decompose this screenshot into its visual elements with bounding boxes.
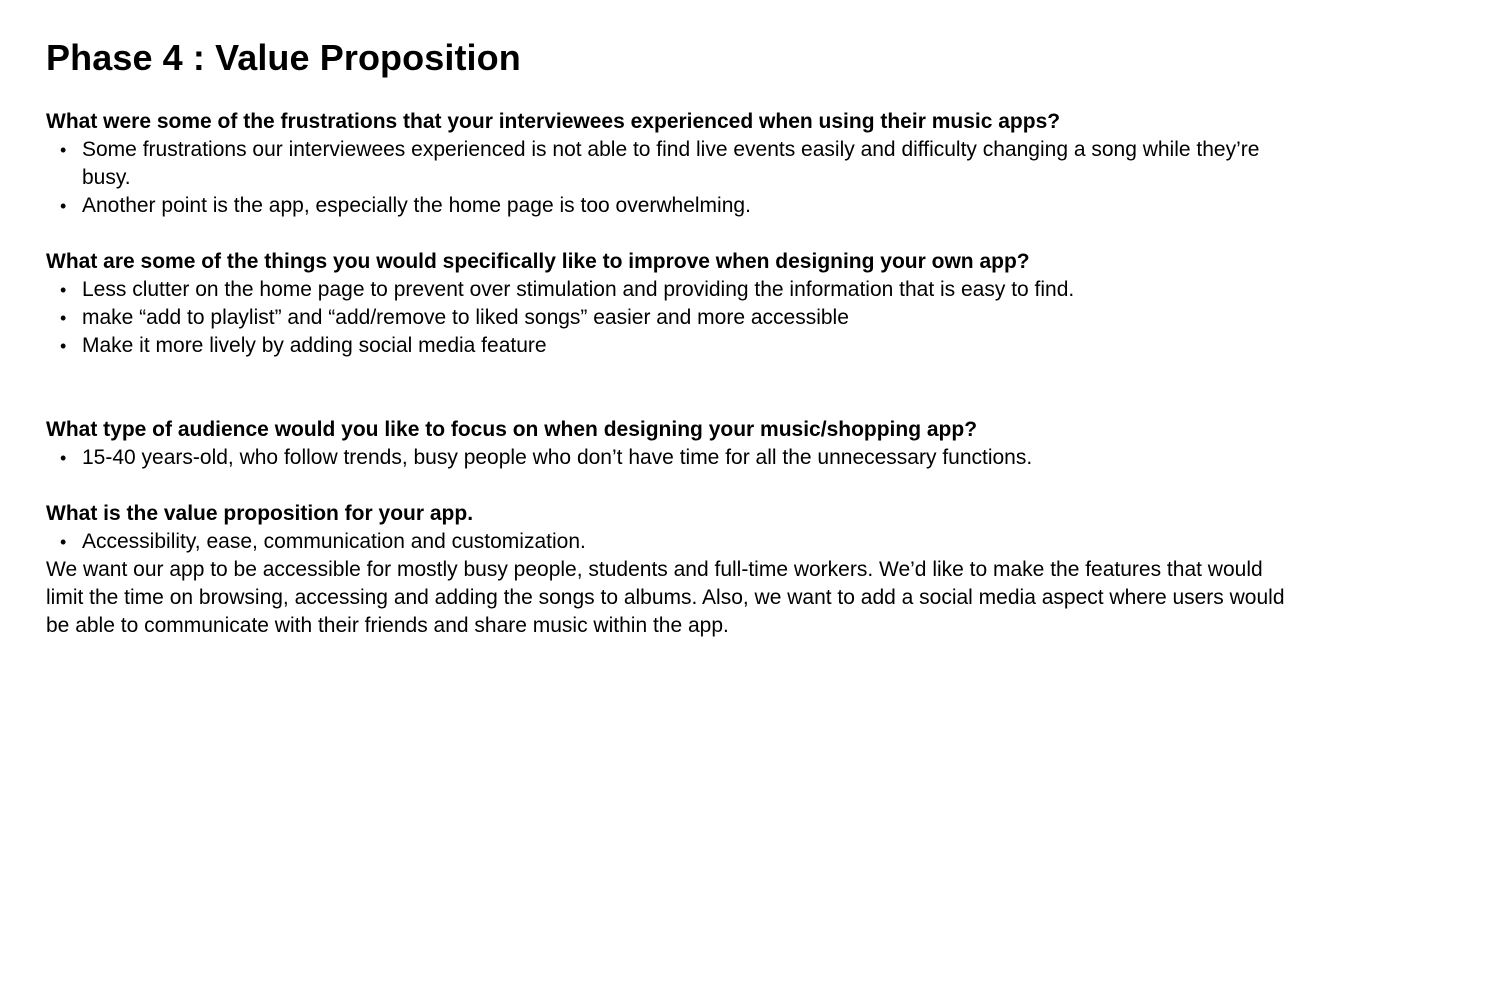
- document-page: [46, 34, 1286, 640]
- bullet-icon: •: [60, 140, 67, 160]
- bullet-list: [46, 276, 1286, 360]
- list-item: [46, 528, 1286, 556]
- spacer: [46, 220, 1286, 248]
- bullet-icon: •: [60, 336, 67, 356]
- list-item-text: Accessibility, ease, communication and customization.: [82, 530, 586, 553]
- section-audience: [46, 416, 1286, 472]
- bullet-icon: •: [60, 448, 67, 468]
- section-value-proposition: [46, 500, 1286, 640]
- bullet-icon: •: [60, 532, 67, 552]
- list-item-text: Some frustrations our interviewees experienced is not able to find live events easily and difficulty changing a song while they’re busy.: [82, 138, 1260, 189]
- list-item-text: Make it more lively by adding social media feature: [82, 334, 547, 357]
- list-item: [46, 304, 1286, 332]
- question-heading: What type of audience would you like to focus on when designing your music/shopping app?: [46, 418, 978, 441]
- section-frustrations: [46, 108, 1286, 220]
- list-item: [46, 332, 1286, 360]
- list-item-text: Another point is the app, especially the home page is too overwhelming.: [82, 194, 751, 217]
- list-item-text: Less clutter on the home page to prevent over stimulation and providing the information that is easy to find.: [82, 278, 1075, 301]
- bullet-list: [46, 444, 1286, 472]
- bullet-list: [46, 136, 1286, 220]
- spacer: [46, 82, 1286, 108]
- body-paragraph: We want our app to be accessible for mostly busy people, students and full-time workers. We’d like to make the features that would limit the time on browsing, accessing and adding the songs to albums. Also, we want to add a social media aspect where users would be able to communicate with their friends and share music within the app.: [46, 558, 1285, 637]
- spacer: [46, 472, 1286, 500]
- bullet-list: [46, 528, 1286, 556]
- list-item: [46, 192, 1286, 220]
- list-item: [46, 276, 1286, 304]
- question-heading: What are some of the things you would specifically like to improve when designing your own app?: [46, 250, 1030, 273]
- bullet-icon: •: [60, 280, 67, 300]
- list-item: [46, 444, 1286, 472]
- section-improvements: [46, 248, 1286, 360]
- question-heading: What were some of the frustrations that your interviewees experienced when using their music apps?: [46, 110, 1061, 133]
- list-item: [46, 136, 1286, 192]
- bullet-icon: •: [60, 308, 67, 328]
- list-item-text: make “add to playlist” and “add/remove to liked songs” easier and more accessible: [82, 306, 849, 329]
- list-item-text: 15-40 years-old, who follow trends, busy people who don’t have time for all the unnecessary functions.: [82, 446, 1033, 469]
- spacer: [46, 360, 1286, 416]
- question-heading: What is the value proposition for your app.: [46, 502, 474, 525]
- page-title: Phase 4 : Value Proposition: [46, 37, 521, 78]
- bullet-icon: •: [60, 196, 67, 216]
